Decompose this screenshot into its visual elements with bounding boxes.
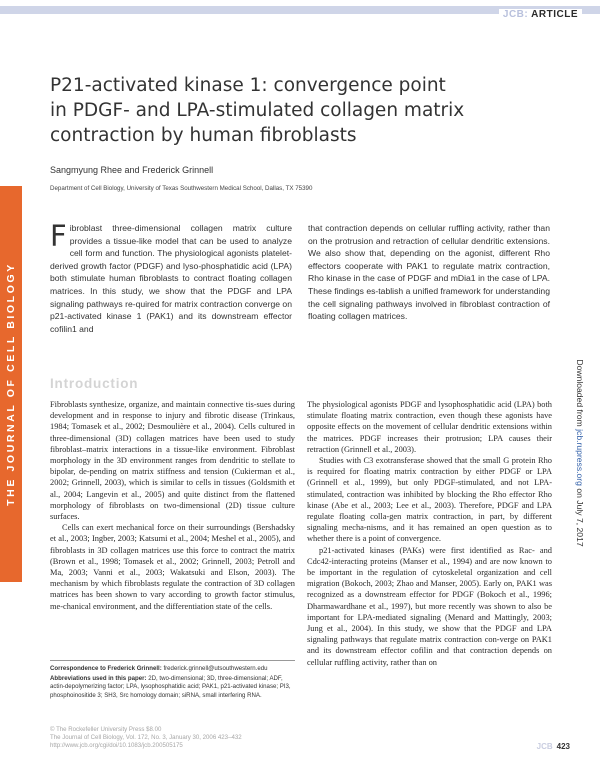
- download-suffix: on July 7, 2017: [575, 485, 585, 547]
- author-list: Sangmyung Rhee and Frederick Grinnell: [50, 165, 214, 175]
- download-prefix: Downloaded from: [575, 359, 585, 430]
- body-column-right: [307, 399, 552, 668]
- title-line: P21-activated kinase 1: convergence point: [50, 75, 446, 96]
- abbreviations-text: 2D, two-dimensional; 3D, three-dimensional; ADF, actin-depolymerizing factor; LPA, lysophosphatidic acid; PAK1, p21-activated kinase; PI3, phosphoinositide 3; SH3, Src homology domain; siRNA, small interfering RNA.: [50, 675, 291, 699]
- journal-name-vertical: THE JOURNAL OF CELL BIOLOGY: [5, 262, 17, 506]
- correspondence-email[interactable]: frederick.grinnell@utsouthwestern.edu: [161, 665, 268, 672]
- abstract-column-left: [50, 219, 292, 335]
- body-paragraph: p21-activated kinases (PAKs) were first identified as Rac- and Cdc42-interacting proteins (Manser et al., 1994) and are now known to be important in the regulation of cytoskeletal organization and cell migration (Bokoch, 2003; Zhao and Manser, 2005). Early on, PAK1 was recognized as a downstream effector for PDGF (Bokoch et al., 1996; Dharmawardhane et al., 1997), but more recently was shown to also be important for LPA-mediated signaling (Menard and Mattingly, 2003; Jung et al., 2004). In this study, we show that the PDGF and LPA signaling pathways that regulate matrix contraction con-verge on PAK1 and its downstream effector cofilin and that contraction depends on cellular ruffling activity, rather than on: [307, 545, 552, 667]
- abbreviations-label: Abbreviations used in this paper:: [50, 675, 147, 683]
- title-line: contraction by human fibroblasts: [50, 125, 357, 146]
- copyright-line: © The Rockefeller University Press $8.00: [50, 726, 162, 733]
- footnotes: [50, 660, 295, 700]
- abbreviations-note: [50, 675, 295, 700]
- body-paragraph: Fibroblasts synthesize, organize, and maintain connective tis-sues during development and in response to injury and fibrotic disease (Trinkaus, 1984; Tomasek et al., 2002; Desmoulière et al., 2004). Cells cultured in three-dimensional (3D) collagen matrices have been used to study fibroblast–matrix interactions in a tissue-like environment. Fibroblast morphology in the 3D environment ranges from dendritic to stellate to bipolar, de-pending on matrix stiffness and tension (Cukierman et al., 2002; Grinnell, 2003), which is similar to cells in tissues (Goldsmith et al., 2004; Langevin et al., 2005) and quite distinct from the flattened morphology of fibroblasts on two-dimensional (2D) tissue culture surfaces.: [50, 400, 295, 522]
- download-note-text: [575, 359, 585, 546]
- page-number: [537, 742, 570, 751]
- section-label: ARTICLE: [531, 9, 578, 20]
- correspondence-note: [50, 665, 295, 673]
- body-column-left: [50, 399, 295, 612]
- abstract-text-left: ibroblast three-dimensional collagen matrix culture provides a tissue-like model that can be used to analyze cell form and function. The physiological agonists platelet-derived growth factor (PDGF) and lyso-phosphatidic acid (LPA) both stimulate human fibroblasts to contract floating collagen matrices. In this study, we show that the PDGF and LPA signaling pathways re-quired for matrix contraction converge on p21-activated kinase 1 (PAK1) and its downstream effector cofilin1 and: [50, 223, 292, 334]
- body-paragraph: The physiological agonists PDGF and lysophosphatidic acid (LPA) both stimulate floating matrix contraction, even though these agonists have opposite effects on the movement of cellular dendritic extensions within the matrices. PDGF increases their protrusion; LPA causes their retraction (Grinnell et al., 2003).: [307, 400, 552, 454]
- body-paragraph: Studies with C3 exotransferase showed that the small G protein Rho is required for floating matrix contraction by either PDGF or LPA (Grinnell et al., 1999), but only PDGF-stimulated, and not LPA-stimulated, contraction was inhibited by blocking the Rho effector Rho kinase (Abe et al., 2003; Lee et al., 2003). Therefore, PDGF and LPA regulate floating colla-gen matrix contraction, in part, by different signaling mecha-nisms, and it has remained an open question as to whether there is a point of convergence.: [307, 456, 552, 544]
- journal-section-label: [499, 9, 582, 20]
- journal-abbrev: JCB:: [502, 9, 529, 20]
- header-bar: [0, 0, 600, 28]
- affiliation: Department of Cell Biology, University of Texas Southwestern Medical School, Dallas, TX 75390: [50, 185, 313, 192]
- page-footer: [50, 726, 242, 751]
- page-journal-abbrev: JCB: [536, 742, 553, 751]
- page-number-value: 423: [556, 742, 570, 751]
- journal-sidebar: [0, 186, 22, 582]
- section-heading: Introduction: [50, 376, 139, 391]
- abstract-text-right: that contraction depends on cellular ruffling activity, rather than on the protrusion and retraction of cellular dendritic extensions. We also show that, depending on the agonist, different Rho effectors cooperate with PAK1 to regulate matrix contraction, Rho kinase in the case of PDGF and mDia1 in the case of LPA. These findings es-tablish a unified framework for understanding the cell signaling pathways involved in fibroblast contraction of floating collagen matrices.: [308, 223, 550, 322]
- article-title: [50, 73, 570, 148]
- abstract-column-right: [308, 222, 550, 335]
- drop-cap: F: [50, 219, 67, 253]
- citation-line: The Journal of Cell Biology, Vol. 172, No. 3, January 30, 2006 423–432: [50, 734, 242, 742]
- body-paragraph: Cells can exert mechanical force on their surroundings (Bershadsky et al., 2003; Ingber, 2003; Katsumi et al., 2004; Meshel et al., 2005), and fibroblasts in 3D collagen matrices use this force to contract the matrix (Brown et al., 1998; Tomasek et al., 2002; Grinnell, 2003; Petroll and Ma, 2003; Vanni et al., 2003; Wakatsuki and Elson, 2003). The mechanism by which fibroblasts regulate the contraction of 3D collagen matrices has been shown to vary according to growth factor stimulus, me-chanical environment, and the differentiation state of the cells.: [50, 523, 295, 611]
- download-note: [570, 305, 590, 601]
- download-link[interactable]: jcb.rupress.org: [575, 429, 585, 486]
- correspondence-label: Correspondence to Frederick Grinnell:: [50, 665, 162, 672]
- title-line: in PDGF- and LPA-stimulated collagen matrix: [50, 100, 465, 121]
- doi-link[interactable]: http://www.jcb.org/cgi/doi/10.1083/jcb.200505175: [50, 742, 183, 750]
- abstract: [50, 219, 550, 335]
